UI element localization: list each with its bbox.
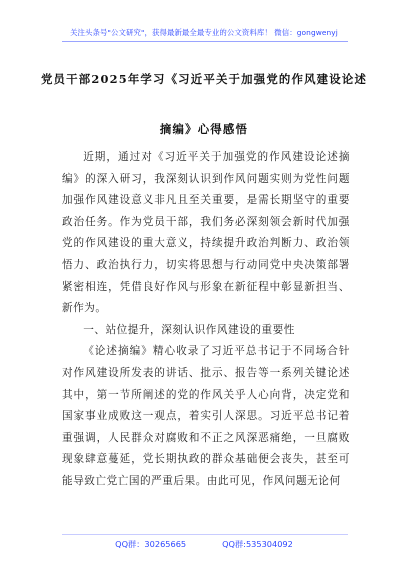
header-divider xyxy=(62,41,348,42)
section-heading-1: 一、站位提升，深刻认识作风建设的重要性 xyxy=(83,323,295,336)
document-title-line-2: 摘编》心得感悟 xyxy=(159,122,249,136)
document-body xyxy=(62,147,350,493)
document-title-line-1: 党员干部2025年学习《习近平关于加强党的作风建设论述 xyxy=(40,72,368,86)
footer-divider xyxy=(62,534,348,535)
paragraph-intro: 近期，通过对《习近平关于加强党的作风建设论述摘编》的深入研习，我深刻认识到作风问题实则为党性问题加强作风建设意义非凡且至关重要，是需长期坚守的重要政治任务。作为党员干部，我们务必深刻领会新时代加强党的作风建设的重大意义，持续提升政治判断力、政治领悟力、政治执行力，切实将思想与行动同党中央决策部署紧密相连，凭借良好作风与形象在新征程中彰显新担当、新作为。 xyxy=(62,151,350,315)
footer-qq-group-1: QQ群：30265665 xyxy=(115,539,187,549)
footer xyxy=(0,539,408,550)
footer-qq-group-2: QQ群:535304092 xyxy=(222,539,293,549)
header-banner: 关注头条号"公文研究"，获得最新最全最专业的公文资料库！ 微信：gongwenyj xyxy=(70,28,338,37)
paragraph-section-1: 《论述摘编》精心收录了习近平总书记于不同场合针对作风建设所发表的讲话、批示、报告等一系列关键论述其中，第一节所阐述的党的作风关乎人心向背，决定党和国家事业成败这一观点，着实引人深思。习近平总书记着重强调，人民群众对腐败和不正之风深恶痛绝，一旦腐败现象肆意蔓延，党长期执政的群众基础便会丧失，甚至可能导致亡党亡国的严重后果。由此可见，作风问题无论何 xyxy=(62,345,350,487)
